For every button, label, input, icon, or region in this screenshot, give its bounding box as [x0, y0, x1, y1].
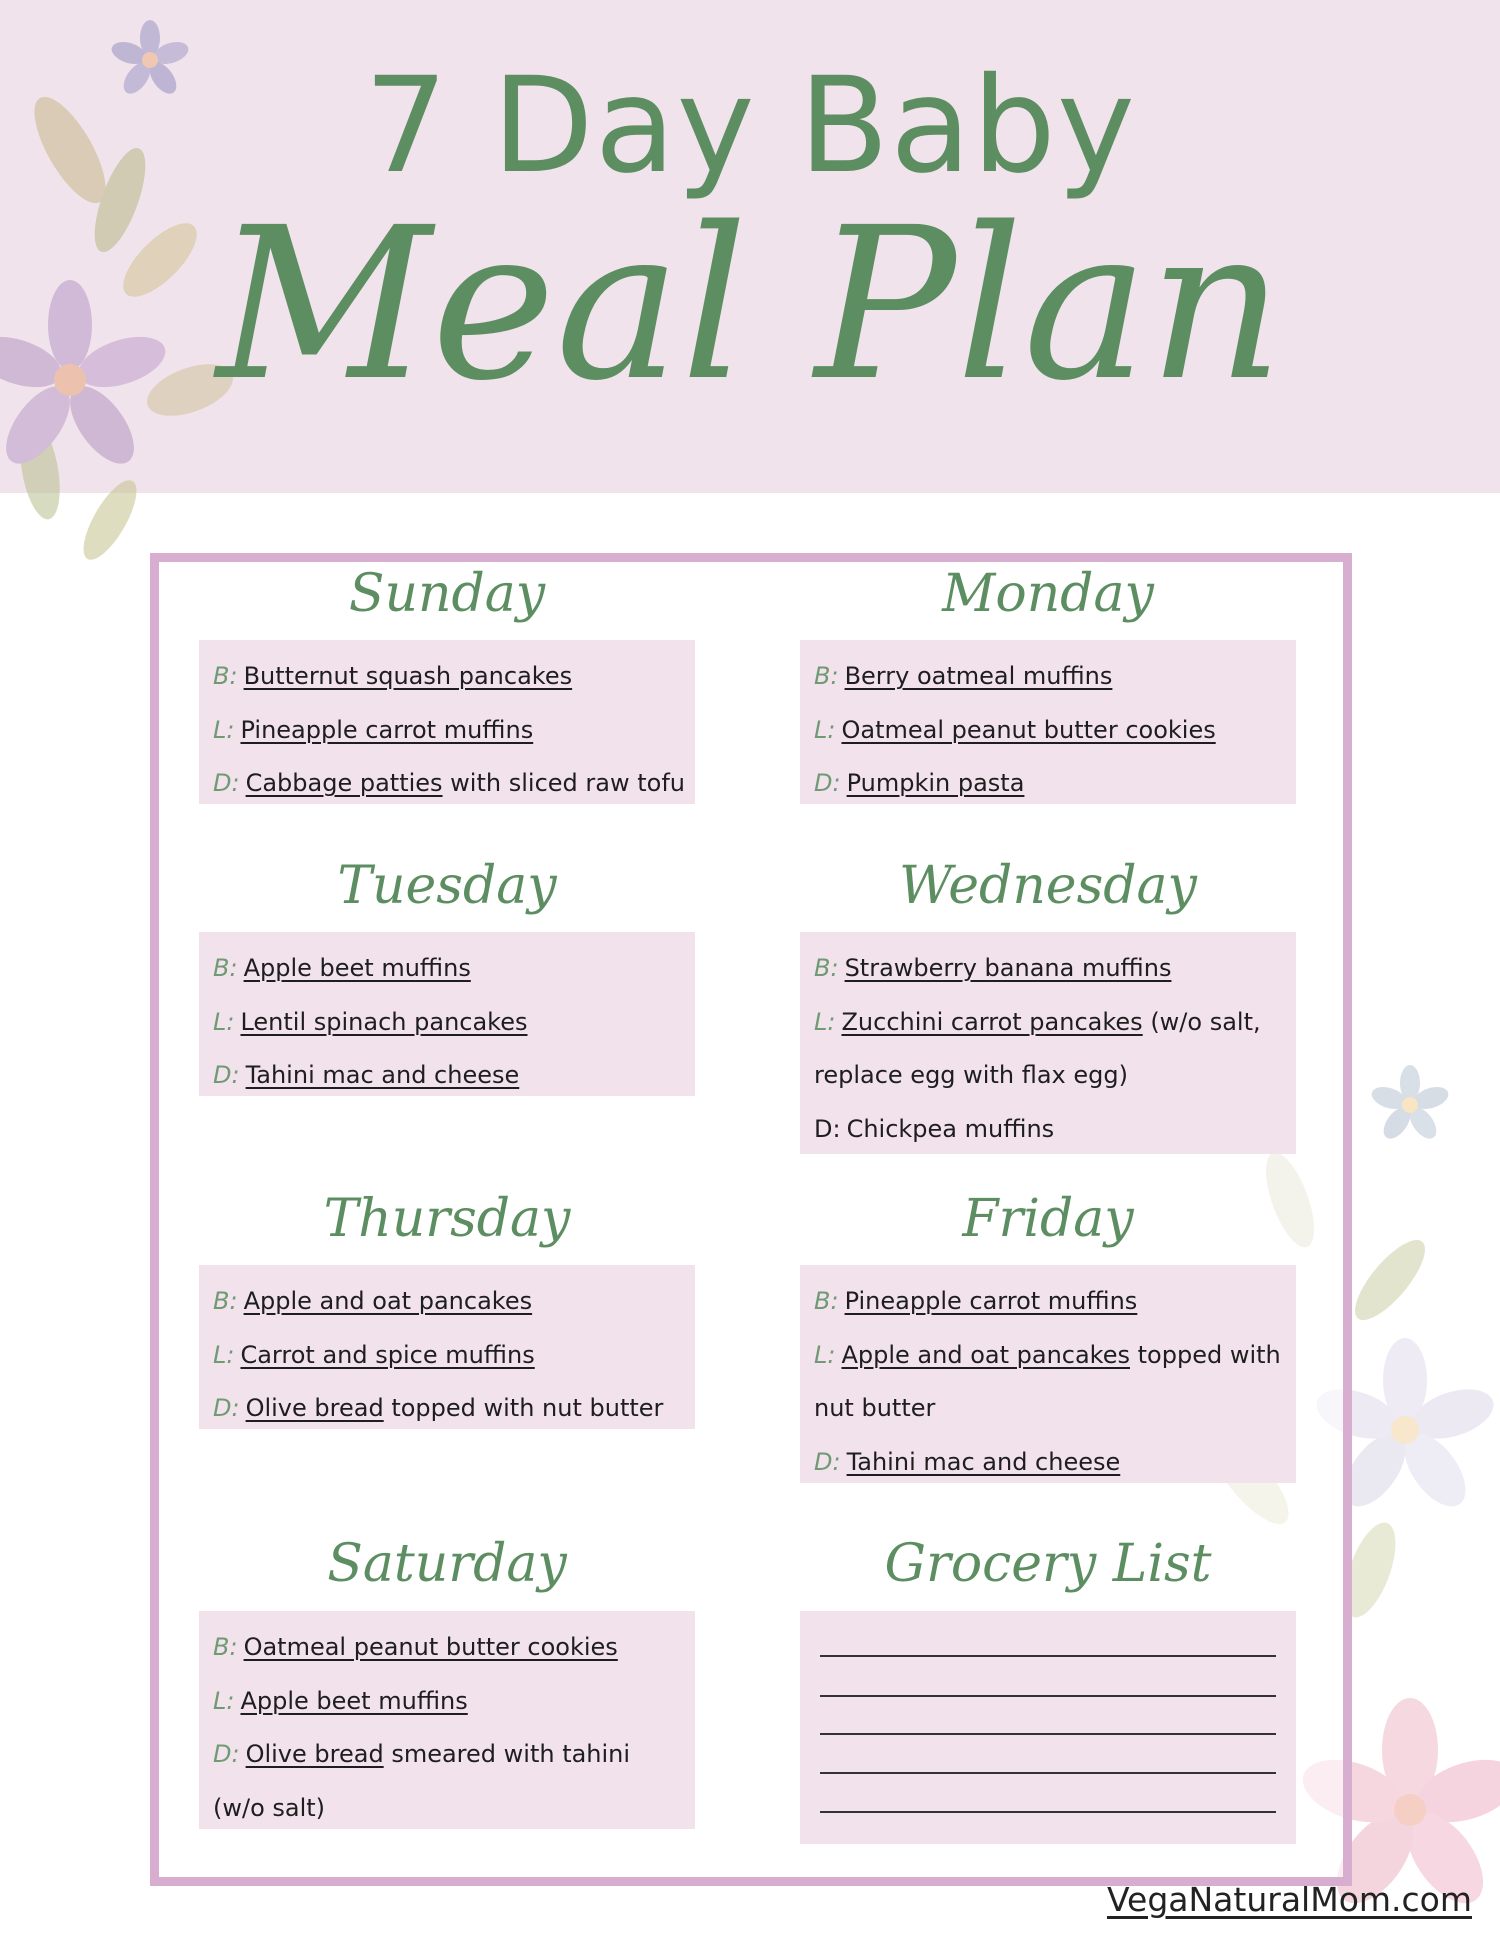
day-title-friday: Friday	[962, 1189, 1134, 1249]
meal-note: topped with nut butter	[814, 1340, 1281, 1422]
meal-prefix: L:	[213, 1686, 235, 1715]
meal-line	[814, 1329, 1282, 1436]
meal-prefix: B:	[213, 954, 238, 982]
meal-line	[814, 757, 1282, 811]
meal-line	[213, 1382, 681, 1436]
meal-prefix: D:	[213, 769, 240, 797]
meal-line	[213, 1675, 681, 1729]
meal-prefix: B:	[213, 662, 238, 690]
day-title-saturday: Saturday	[327, 1534, 567, 1594]
grocery-line[interactable]	[820, 1733, 1276, 1735]
meal-line	[814, 1436, 1282, 1490]
recipe-link[interactable]: Lentil spinach pancakes	[240, 1007, 528, 1036]
meal-line	[213, 1329, 681, 1383]
meal-line	[213, 1049, 681, 1103]
day-box-friday	[800, 1265, 1296, 1483]
meal-prefix: L:	[213, 715, 235, 744]
meal-prefix: D:	[814, 769, 841, 797]
meal-line	[213, 704, 681, 758]
day-box-monday	[800, 640, 1296, 804]
recipe-link[interactable]: Olive bread	[245, 1394, 384, 1422]
meal-prefix: D:	[213, 1740, 240, 1768]
recipe-link[interactable]: Apple and oat pancakes	[841, 1340, 1130, 1369]
site-url-link[interactable]: VegaNaturalMom.com	[1107, 1880, 1472, 1919]
meal-prefix: D:	[213, 1061, 240, 1089]
recipe-link[interactable]: Pineapple carrot muffins	[844, 1287, 1138, 1315]
meal-note: with sliced raw tofu	[442, 769, 685, 797]
recipe-link[interactable]: Strawberry banana muffins	[844, 954, 1172, 982]
recipe-link[interactable]: Pineapple carrot muffins	[240, 715, 534, 744]
meal-line	[213, 1728, 681, 1835]
page-title-line2: Meal Plan	[216, 182, 1284, 427]
meal-line	[213, 1275, 681, 1329]
meal-note: (w/o salt, replace egg with flax egg)	[814, 1007, 1261, 1089]
grocery-line[interactable]	[820, 1695, 1276, 1697]
meal-prefix: D:	[814, 1114, 841, 1143]
meal-note: topped with nut butter	[383, 1394, 664, 1422]
meal-prefix: B:	[814, 662, 839, 690]
recipe-link[interactable]: Apple and oat pancakes	[243, 1287, 533, 1315]
recipe-link[interactable]: Butternut squash pancakes	[243, 662, 573, 690]
recipe-link[interactable]: Apple beet muffins	[240, 1686, 468, 1715]
recipe-link[interactable]: Berry oatmeal muffins	[844, 662, 1113, 690]
meal-prefix: L:	[814, 1340, 836, 1369]
grocery-list-title: Grocery List	[884, 1534, 1212, 1594]
recipe-link[interactable]: Tahini mac and cheese	[846, 1447, 1121, 1476]
meal-line	[213, 996, 681, 1050]
day-box-saturday	[199, 1611, 695, 1829]
grocery-line[interactable]	[820, 1772, 1276, 1774]
meal-prefix: L:	[814, 715, 836, 744]
day-box-wednesday	[800, 932, 1296, 1154]
meal-line	[814, 1275, 1282, 1329]
day-box-sunday	[199, 640, 695, 804]
grocery-line[interactable]	[820, 1655, 1276, 1657]
recipe-link[interactable]: Tahini mac and cheese	[245, 1061, 520, 1089]
recipe-link[interactable]: Olive bread	[245, 1740, 384, 1768]
meal-prefix: B:	[213, 1287, 238, 1315]
recipe-link[interactable]: Zucchini carrot pancakes	[841, 1007, 1143, 1036]
meal-prefix: B:	[213, 1633, 238, 1661]
recipe-link[interactable]: Oatmeal peanut butter cookies	[841, 715, 1216, 744]
meal-note: smeared with tahini (w/o salt)	[213, 1740, 631, 1822]
day-title-sunday: Sunday	[348, 564, 546, 624]
meal-prefix: L:	[213, 1340, 235, 1369]
day-title-wednesday: Wednesday	[899, 856, 1197, 916]
meal-line	[213, 650, 681, 704]
day-box-thursday	[199, 1265, 695, 1429]
meal-note: Chickpea muffins	[846, 1114, 1055, 1143]
grocery-line[interactable]	[820, 1811, 1276, 1813]
meal-line	[213, 757, 685, 811]
meal-prefix: B:	[814, 954, 839, 982]
meal-prefix: L:	[213, 1007, 235, 1036]
meal-line	[213, 1621, 681, 1675]
day-title-tuesday: Tuesday	[337, 856, 557, 916]
meal-line	[814, 650, 1282, 704]
day-title-thursday: Thursday	[323, 1189, 571, 1249]
meal-line	[213, 942, 681, 996]
meal-prefix: L:	[814, 1007, 836, 1036]
recipe-link[interactable]: Pumpkin pasta	[846, 769, 1025, 797]
meal-line	[814, 1103, 1282, 1157]
recipe-link[interactable]: Cabbage patties	[245, 769, 443, 797]
meal-line	[814, 942, 1282, 996]
meal-prefix: B:	[814, 1287, 839, 1315]
recipe-link[interactable]: Apple beet muffins	[243, 954, 471, 982]
meal-line	[814, 996, 1282, 1103]
meal-line	[814, 704, 1282, 758]
grocery-list-box	[800, 1611, 1296, 1844]
meal-prefix: D:	[213, 1394, 240, 1422]
recipe-link[interactable]: Carrot and spice muffins	[240, 1340, 535, 1369]
day-title-monday: Monday	[942, 564, 1154, 624]
page-title-line1: 7 Day Baby	[364, 49, 1136, 203]
recipe-link[interactable]: Oatmeal peanut butter cookies	[243, 1633, 618, 1661]
day-box-tuesday	[199, 932, 695, 1096]
meal-prefix: D:	[814, 1447, 841, 1476]
